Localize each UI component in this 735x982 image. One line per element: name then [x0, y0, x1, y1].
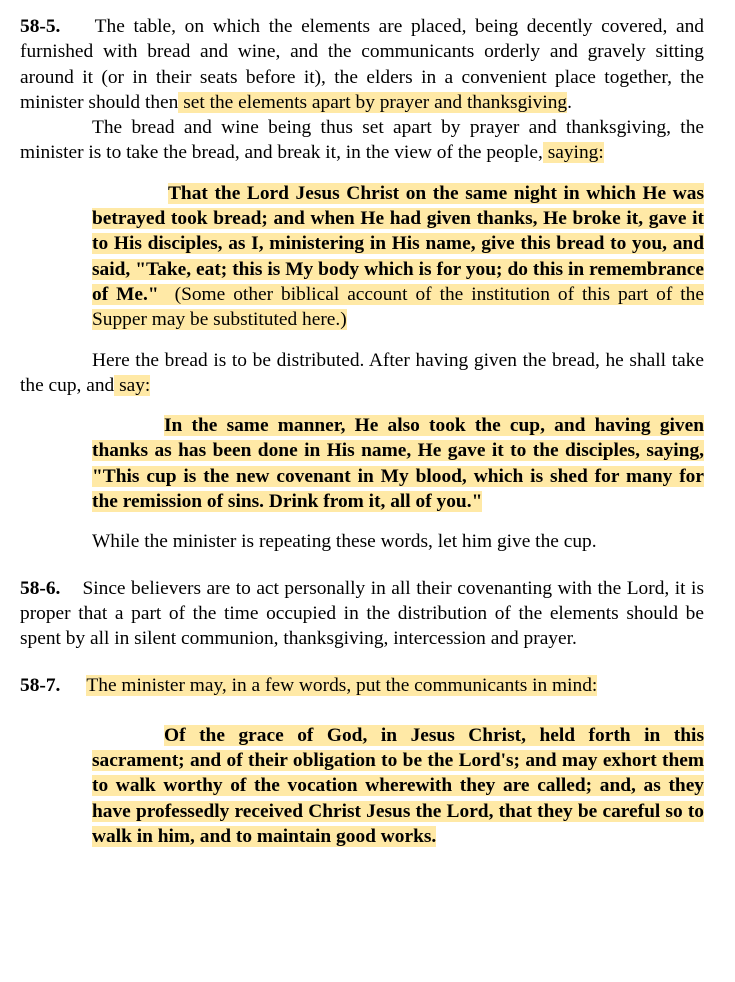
section-58-7 — [20, 673, 704, 698]
section-number: 58-5. — [20, 16, 61, 37]
highlighted-text: say: — [114, 374, 151, 396]
quote-note-text: (Some other biblical account of the institution of this part of the Supper may be substituted here.) — [92, 283, 704, 331]
quote-bold-text: Of the grace of God, in Jesus Christ, held forth in this sacrament; and of their obligation to be the Lord's; and may exhort them to walk worthy of the vocation wherewith they are called; and, as they have professedly received Christ Jesus the Lord, that they be careful so to walk in him, and to maintain good works. — [92, 724, 704, 848]
highlighted-text: set the elements apart by prayer and thanksgiving — [178, 91, 568, 113]
section-58-5-para4 — [92, 529, 704, 554]
document-page — [20, 14, 704, 849]
section-58-5-para2 — [20, 115, 704, 166]
quote-cup — [92, 413, 704, 514]
section-text: Since believers are to act personally in all their covenanting with the Lord, it is proper that a part of the time occupied in the distribution of the elements should be spent by all in silent communion, thanksgiving, intercession and prayer. — [20, 577, 704, 650]
quote-bold-text: That the Lord Jesus Christ on the same night in which He was betrayed took bread; and when He had given thanks, He broke it, gave it to His disciples, as I, ministering in His name, give this bread to you, and said, "Take, eat; this is My body which is for you; do this in remembrance of Me." — [92, 182, 704, 305]
section-number: 58-6. — [20, 577, 61, 599]
quote-bold-text: In the same manner, He also took the cup, and having given thanks as has been done in His name, He gave it to the disciples, saying, "This cup is the new covenant in My blood, which is shed for many for the remission of sins. Drink from it, all of you." — [92, 415, 704, 513]
highlighted-text: saying: — [542, 142, 604, 164]
section-text-end: . — [567, 91, 572, 113]
section-text: The table, on which the elements are placed, being decently covered, and furnished with bread and wine, and the communicants orderly and gravely sitting around it (or in their seats before it), the elders in a convenient place together, the minister should then — [20, 16, 704, 113]
quote-bread — [92, 181, 704, 333]
highlighted-text: The minister may, in a few words, put the communicants in mind: — [86, 674, 598, 696]
section-number: 58-7. — [20, 674, 61, 696]
quote-grace — [92, 723, 704, 849]
paragraph-text: While the minister is repeating these words, let him give the cup. — [92, 531, 597, 553]
section-58-6 — [20, 576, 704, 652]
section-58-5-para3 — [20, 348, 704, 399]
section-58-5-intro — [20, 14, 704, 115]
paragraph-text: Here the bread is to be distributed. After having given the bread, he shall take the cup, and — [20, 349, 704, 396]
paragraph-text: The bread and wine being thus set apart by prayer and thanksgiving, the minister is to take the bread, and break it, in the view of the people, — [20, 117, 704, 164]
